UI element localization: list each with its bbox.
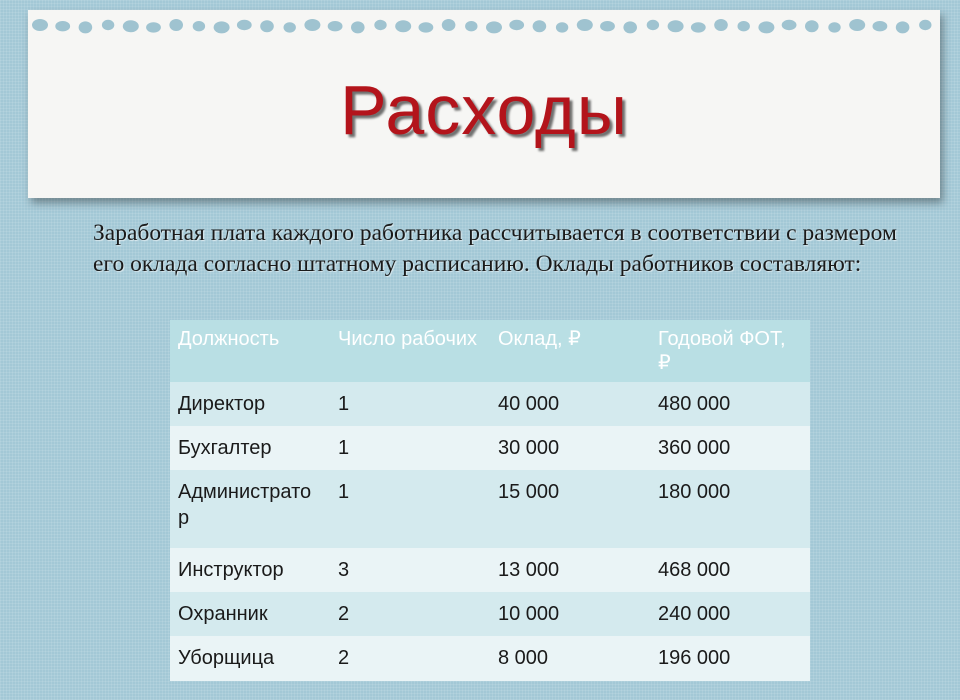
binder-hole <box>260 20 274 32</box>
binder-hole <box>714 19 728 31</box>
table-header-row <box>170 320 810 382</box>
binder-hole <box>79 21 93 33</box>
header-position: Должность <box>170 320 330 382</box>
cell-position: Уборщица <box>170 636 330 681</box>
cell-salary: 10 000 <box>490 592 650 636</box>
cell-worker-count: 1 <box>330 382 490 426</box>
binder-hole <box>465 21 477 31</box>
cell-annual-payroll: 480 000 <box>650 382 810 426</box>
table-row <box>170 548 810 592</box>
binder-hole <box>374 20 386 30</box>
table-row <box>170 382 810 426</box>
cell-position: Бухгалтер <box>170 426 330 470</box>
binder-hole <box>828 22 840 32</box>
binder-hole <box>486 21 502 33</box>
cell-worker-count: 1 <box>330 426 490 470</box>
binder-hole <box>873 21 888 31</box>
binder-hole <box>55 21 70 31</box>
table-row <box>170 592 810 636</box>
binder-hole <box>577 19 593 31</box>
binder-hole <box>600 21 615 31</box>
binder-hole <box>146 22 161 32</box>
binder-hole <box>782 20 797 30</box>
header-worker-count: Число рабочих <box>330 320 490 382</box>
cell-salary: 8 000 <box>490 636 650 681</box>
cell-annual-payroll: 360 000 <box>650 426 810 470</box>
torn-notebook-paper <box>28 10 940 198</box>
cell-worker-count: 3 <box>330 548 490 592</box>
cell-salary: 30 000 <box>490 426 650 470</box>
binder-hole <box>691 22 706 32</box>
cell-salary: 40 000 <box>490 382 650 426</box>
cell-worker-count: 2 <box>330 636 490 681</box>
binder-hole <box>738 21 750 31</box>
cell-annual-payroll: 240 000 <box>650 592 810 636</box>
binder-hole <box>351 21 365 33</box>
cell-position: Охранник <box>170 592 330 636</box>
page-title: Расходы <box>339 71 629 149</box>
binder-hole <box>849 19 865 31</box>
binder-hole <box>123 20 139 32</box>
cell-salary: 13 000 <box>490 548 650 592</box>
binder-hole <box>32 19 48 31</box>
table-row <box>170 426 810 470</box>
binder-hole <box>304 19 320 31</box>
cell-annual-payroll: 196 000 <box>650 636 810 681</box>
binder-hole <box>442 19 456 31</box>
binder-hole <box>284 22 296 32</box>
binder-hole <box>647 20 659 30</box>
binder-hole <box>419 22 434 32</box>
cell-salary: 15 000 <box>490 470 650 548</box>
binder-hole <box>509 20 524 30</box>
header-annual-payroll: Годовой ФОТ, ₽ <box>650 320 810 382</box>
binder-hole <box>556 22 568 32</box>
salary-table <box>170 320 810 681</box>
binder-hole <box>169 19 183 31</box>
cell-position: Директор <box>170 382 330 426</box>
intro-paragraph: Заработная плата каждого работника рассчитывается в соответствии с размером его оклада согласно штатному расписанию. Оклады работников составляют: <box>93 220 897 277</box>
binder-hole <box>623 21 637 33</box>
cell-position: Инструктор <box>170 548 330 592</box>
binder-hole <box>328 21 343 31</box>
binder-hole <box>395 20 411 32</box>
binder-hole <box>193 21 205 31</box>
table-row <box>170 470 810 548</box>
binder-hole <box>533 20 547 32</box>
binder-hole <box>237 20 252 30</box>
cell-annual-payroll: 468 000 <box>650 548 810 592</box>
binder-hole <box>896 21 910 33</box>
cell-worker-count: 1 <box>330 470 490 548</box>
binder-hole <box>805 20 819 32</box>
binder-hole <box>214 21 230 33</box>
cell-position: Администратор <box>170 470 330 548</box>
header-salary: Оклад, ₽ <box>490 320 650 382</box>
cell-annual-payroll: 180 000 <box>650 470 810 548</box>
binder-hole <box>668 20 684 32</box>
binder-hole <box>919 20 931 30</box>
spiral-holes-decoration <box>28 10 940 44</box>
binder-hole <box>758 21 774 33</box>
cell-worker-count: 2 <box>330 592 490 636</box>
table-row <box>170 636 810 681</box>
binder-hole <box>102 20 114 30</box>
